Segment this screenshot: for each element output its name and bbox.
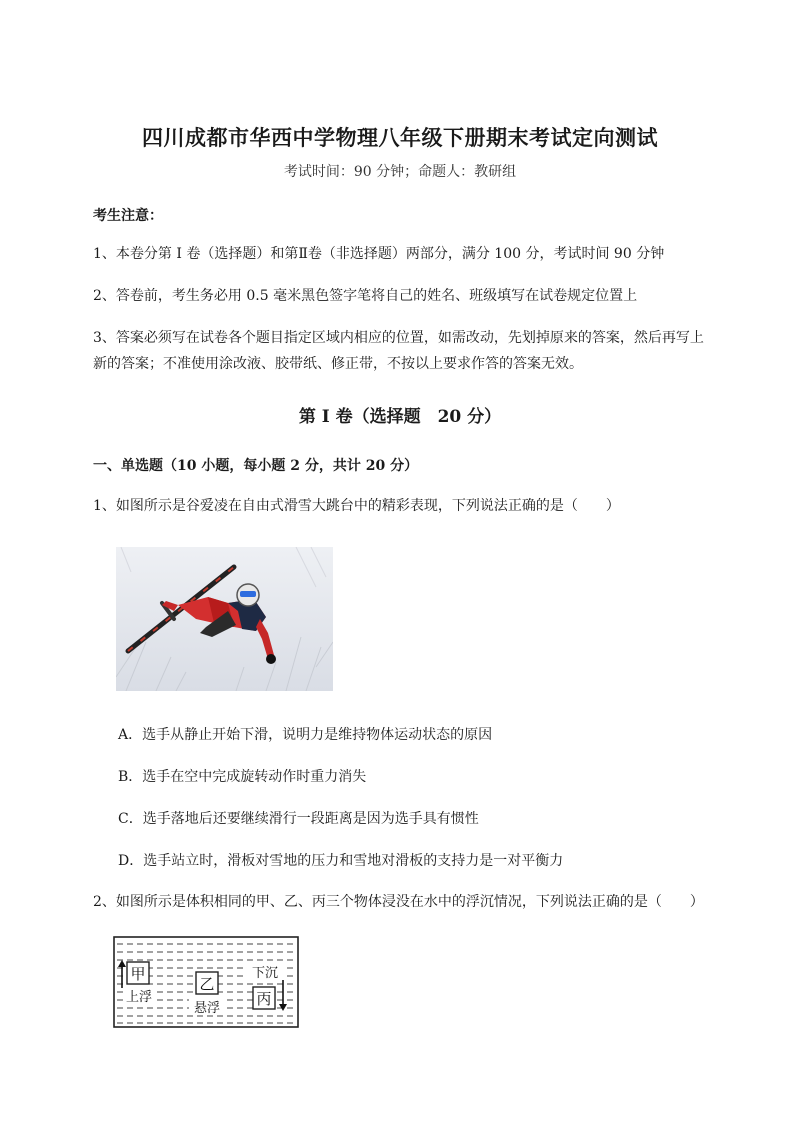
q1-option-c[interactable]: C．选手落地后还要继续滑行一段距离是因为选手具有惯性 (118, 811, 479, 827)
label-bing: 丙 (256, 990, 272, 1008)
skier-image (116, 547, 333, 691)
section-title: 第 I 卷（选择题 20 分） (298, 407, 502, 427)
q1-option-b[interactable]: B．选手在空中完成旋转动作时重力消失 (118, 769, 367, 785)
notice-item-3: 3、答案必须写在试卷各个题目指定区域内相应的位置，如需改动，先划掉原来的答案，然后再写上新的答案；不准使用涂改液、胶带纸、修正带，不按以上要求作答的答案无效。 (93, 330, 704, 372)
q1-option-a[interactable]: A．选手从静止开始下滑，说明力是维持物体运动状态的原因 (118, 727, 493, 743)
label-suspend: 悬浮 (193, 1001, 221, 1016)
label-yi: 乙 (199, 975, 215, 993)
notice-heading: 考生注意： (93, 208, 163, 224)
label-float-up: 上浮 (125, 990, 153, 1005)
part-heading: 一、单选题（10 小题，每小题 2 分，共计 20 分） (93, 458, 419, 474)
water-tank-diagram (113, 936, 299, 1028)
notice-item-1: 1、本卷分第 I 卷（选择题）和第Ⅱ卷（非选择题）两部分，满分 100 分，考试时间 90 分钟 (93, 246, 665, 262)
exam-info: 考试时间：90 分钟；命题人：教研组 (283, 164, 517, 180)
label-jia: 甲 (130, 965, 146, 983)
buoyancy-figure (113, 936, 299, 1028)
question-2-stem: 2、如图所示是体积相同的甲、乙、丙三个物体浸没在水中的浮沉情况，下列说法正确的是（ ） (93, 894, 704, 910)
notice-item-2: 2、答卷前，考生务必用 0.5 毫米黑色签字笔将自己的姓名、班级填写在试卷规定位置上 (93, 288, 638, 304)
ski-photo (116, 547, 333, 691)
label-sink: 下沉 (251, 966, 279, 981)
question-1-stem: 1、如图所示是谷爱凌在自由式滑雪大跳台中的精彩表现，下列说法正确的是（ ） (93, 498, 620, 514)
q1-option-d[interactable]: D．选手站立时，滑板对雪地的压力和雪地对滑板的支持力是一对平衡力 (118, 853, 564, 869)
page-title: 四川成都市华西中学物理八年级下册期末考试定向测试 (142, 125, 658, 150)
